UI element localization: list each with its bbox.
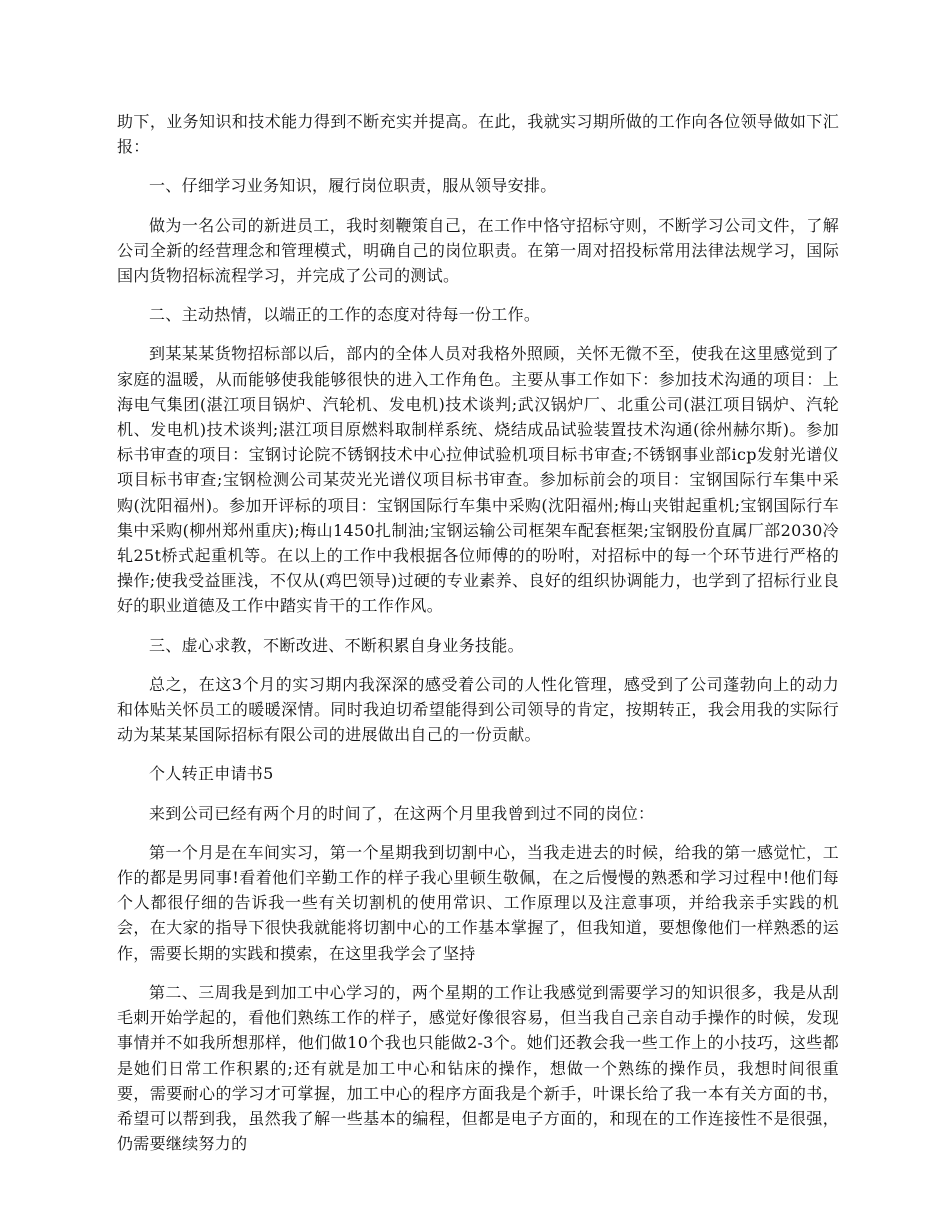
section-heading-3: 三、虚心求教，不断改进、不断积累自身业务技能。 xyxy=(149,635,524,655)
paragraph-intro: 来到公司已经有两个月的时间了，在这两个月里我曾到过不同的岗位： xyxy=(149,803,655,823)
section-heading-2: 二、主动热情，以端正的工作的态度对待每一份工作。 xyxy=(149,305,541,325)
paragraph-summary: 总之，在这3个月的实习期内我深深的感受着公司的人性化管理，感受到了公司蓬勃向上的动力和体贴关怀员工的暖暖深情。同时我迫切希望能得到公司领导的肯定，按期转正，我会用我的实际行动为某某某国际招标有限公司的进展做出自己的一份贡献。 xyxy=(117,674,839,745)
paragraph-first-month: 第一个月是在车间实习，第一个星期我到切割中心，当我走进去的时候，给我的第一感觉忙，工作的都是男同事!看着他们辛勤工作的样子我心里顿生敬佩，在之后慢慢的熟悉和学习过程中!他们每个人都很仔细的告诉我一些有关切割机的使用常识、工作原理以及注意事项，并给我亲手实践的机会，在大家的指导下很快我就能将切割中心的工作基本掌握了，但我知道，要想像他们一样熟悉的运作，需要长期的实践和摸索，在这里我学会了坚持 xyxy=(117,842,839,963)
document-title-5: 个人转正申请书5 xyxy=(149,764,274,784)
paragraph-continuation: 助下，业务知识和技术能力得到不断充实并提高。在此，我就实习期所做的工作向各位领导做如下汇报： xyxy=(117,112,839,157)
paragraph-work-details: 到某某某货物招标部以后，部内的全体人员对我格外照顾，关怀无微不至，使我在这里感觉到了家庭的温暖，从而能够使我能够很快的进入工作角色。主要从事工作如下：参加技术沟通的项目：上海电气集团(湛江项目锅炉、汽轮机、发电机)技术谈判;武汉锅炉厂、北重公司(湛江项目锅炉、汽轮机、发电机)技术谈判;湛江项目原燃料取制样系统、烧结成品试验装置技术沟通(徐州赫尔斯)。参加标书审查的项目：宝钢讨论院不锈钢技术中心拉伸试验机项目标书审查;不锈钢事业部icp发射光谱仪项目标书审查;宝钢检测公司某荧光光谱仪项目标书审查。参加标前会的项目：宝钢国际行车集中采购(沈阳福州)。参加开评标的项目：宝钢国际行车集中采购(沈阳福州;梅山夹钳起重机;宝钢国际行车集中采购(柳州郑州重庆);梅山1450扎制油;宝钢运输公司框架车配套框架;宝钢股份直属厂部2030冷轧25t桥式起重机等。在以上的工作中我根据各位师傅的的吩咐，对招标中的每一个环节进行严格的操作;使我受益匪浅，不仅从(鸡巴领导)过硬的专业素养、良好的组织协调能力，也学到了招标行业良好的职业道德及工作中踏实肯干的工作作风。 xyxy=(117,344,839,616)
paragraph-study: 做为一名公司的新进员工，我时刻鞭策自己，在工作中恪守招标守则，不断学习公司文件，了解公司全新的经营理念和管理模式，明确自己的岗位职责。在第一周对招投标常用法律法规学习，国际国内货物招标流程学习，并完成了公司的测试。 xyxy=(117,215,839,286)
document-page xyxy=(117,109,839,1170)
paragraph-weeks-two-three: 第二、三周我是到加工中心学习的，两个星期的工作让我感觉到需要学习的知识很多，我是从刮毛刺开始学起的，看他们熟练工作的样子，感觉好像很容易，但当我自己亲自动手操作的时候，发现事情并不如我所想那样，他们做10个我也只能做2-3个。她们还教会我一些工作上的小技巧，这些都是她们日常工作积累的;还有就是加工中心和钻床的操作，想做一个熟练的操作员，我想时间很重要，需要耐心的学习才可掌握，加工中心的程序方面我是个新手，叶课长给了我一本有关方面的书，希望可以帮到我，虽然我了解一些基本的编程，但都是电子方面的，和现在的工作连接性不是很强，仍需要继续努力的 xyxy=(117,982,839,1154)
section-heading-1: 一、仔细学习业务知识，履行岗位职责，服从领导安排。 xyxy=(149,176,557,196)
